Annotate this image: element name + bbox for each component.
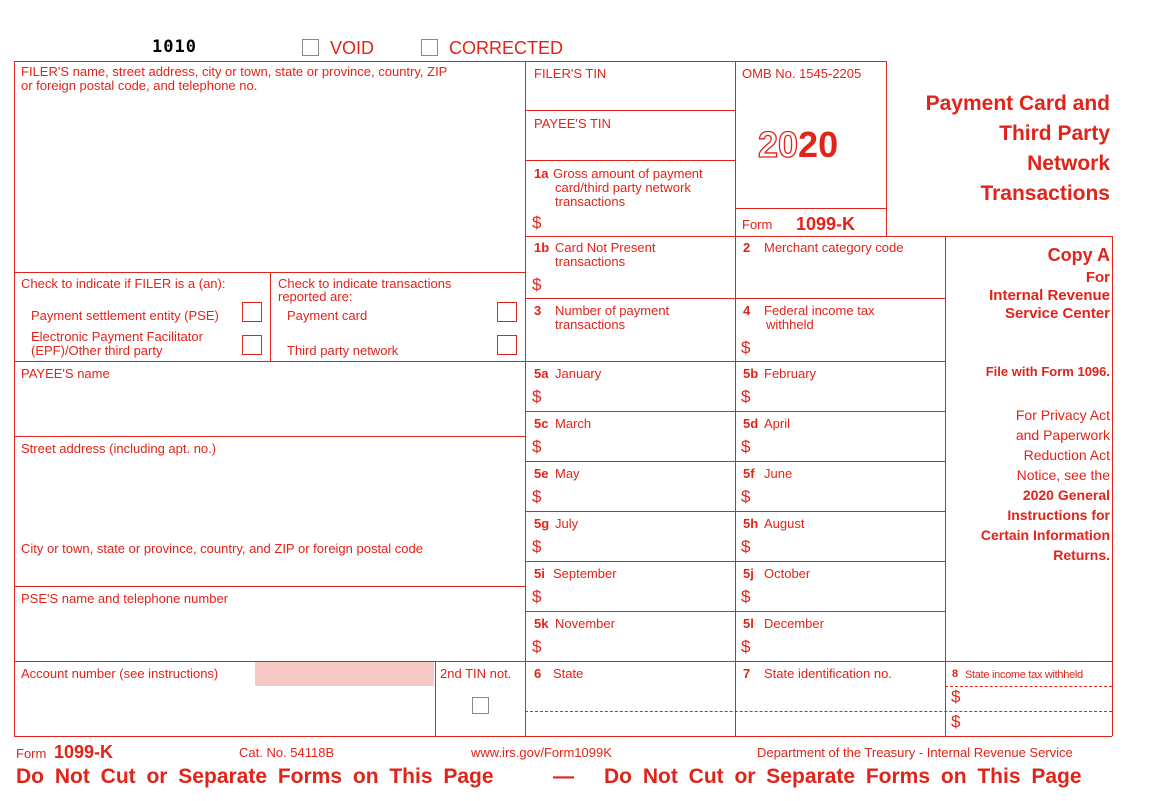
- privacy-line: and Paperwork: [1015, 427, 1110, 443]
- payment-card-checkbox[interactable]: [497, 302, 517, 322]
- state-field-1[interactable]: [527, 683, 733, 709]
- transactions-type-label: Check to indicate transactions: [278, 276, 452, 291]
- box-8-dollar-1: $: [951, 687, 961, 706]
- do-not-cut-dash: —: [553, 765, 574, 788]
- month-name: July: [555, 516, 579, 531]
- month-number: 5f: [743, 466, 755, 481]
- month-dollar: $: [532, 537, 542, 556]
- month-number: 5c: [534, 416, 549, 431]
- pse-checkbox[interactable]: [242, 302, 262, 322]
- privacy-line: 2020 General: [1022, 487, 1110, 503]
- box-1a-label-cont: card/third party network: [555, 180, 691, 195]
- box-6-number: 6: [534, 666, 542, 681]
- state-field-2[interactable]: [527, 713, 733, 735]
- month-name: October: [764, 566, 811, 581]
- box-1b-dollar: $: [532, 275, 542, 294]
- privacy-line: Returns.: [1053, 547, 1110, 563]
- payee-name-field[interactable]: [16, 383, 523, 435]
- epf-checkbox[interactable]: [242, 335, 262, 355]
- month-field-february[interactable]: [755, 386, 941, 408]
- box-1b-label-cont: transactions: [555, 254, 626, 269]
- corrected-checkbox[interactable]: [421, 39, 438, 56]
- form-title-line4: Transactions: [980, 182, 1110, 205]
- form-title-line3: Network: [1027, 152, 1110, 175]
- month-field-may[interactable]: [546, 486, 732, 508]
- month-name: May: [555, 466, 580, 481]
- month-dollar: $: [741, 387, 751, 406]
- month-name: December: [764, 616, 824, 631]
- void-label: VOID: [330, 38, 375, 58]
- month-name: August: [764, 516, 805, 531]
- copy-a-irs-2: Service Center: [1004, 305, 1110, 322]
- box-4-dollar: $: [741, 338, 751, 357]
- month-dollar: $: [741, 587, 751, 606]
- state-tax-field-2[interactable]: [964, 713, 1110, 735]
- payee-tin-field[interactable]: [527, 133, 733, 159]
- box-3-field[interactable]: [527, 334, 733, 360]
- omb-number: OMB No. 1545-2205: [742, 66, 862, 81]
- month-name: September: [553, 566, 617, 581]
- box-6-label: State: [553, 666, 584, 681]
- box-4-label: Federal income tax: [764, 303, 875, 318]
- month-number: 5e: [534, 466, 549, 481]
- month-field-november[interactable]: [546, 636, 732, 658]
- box-8-number: 8: [952, 668, 959, 680]
- box-4-label-cont: withheld: [766, 317, 814, 332]
- copy-a-title: Copy A: [1047, 245, 1110, 265]
- account-number-label: Account number (see instructions): [21, 666, 219, 681]
- month-field-october[interactable]: [755, 586, 941, 608]
- copy-a-for: For: [1085, 269, 1110, 286]
- omb-form-name: 1099-K: [796, 214, 856, 234]
- month-name: April: [764, 416, 791, 431]
- third-party-label: Third party network: [287, 343, 399, 358]
- privacy-line: Certain Information: [980, 527, 1110, 543]
- filer-name-label: FILER'S name, street address, city or town, state or province, country, ZIP: [21, 64, 448, 79]
- form-code: 1010: [152, 37, 197, 57]
- month-field-september[interactable]: [546, 586, 732, 608]
- month-number: 5g: [534, 516, 550, 531]
- month-number: 5h: [743, 516, 759, 531]
- month-dollar: $: [741, 537, 751, 556]
- privacy-line: Instructions for: [1007, 507, 1110, 523]
- copy-a-block: [946, 244, 1110, 323]
- privacy-line: Notice, see the: [1016, 467, 1110, 483]
- box-1b-label: Card Not Present: [555, 240, 656, 255]
- box-1b-field[interactable]: [546, 274, 732, 296]
- month-dollar: $: [532, 637, 542, 656]
- box-1a-dollar: $: [532, 213, 542, 232]
- privacy-line: For Privacy Act: [1015, 407, 1110, 423]
- pse-label: Payment settlement entity (PSE): [31, 308, 219, 323]
- second-tin-label: 2nd TIN not.: [440, 666, 512, 681]
- box-4-number: 4: [743, 303, 751, 318]
- transactions-type-label-cont: reported are:: [278, 289, 353, 304]
- month-name: March: [555, 416, 592, 431]
- form-title: [886, 89, 1110, 209]
- epf-label: Electronic Payment Facilitator: [31, 329, 203, 344]
- month-name: January: [555, 366, 602, 381]
- filer-name-label-cont: or foreign postal code, and telephone no.: [21, 78, 258, 93]
- box-8-dollar-2: $: [951, 712, 961, 731]
- month-field-june[interactable]: [755, 486, 941, 508]
- month-field-january[interactable]: [546, 386, 732, 408]
- month-field-march[interactable]: [546, 436, 732, 458]
- box-7-number: 7: [743, 666, 751, 681]
- account-number-shaded-field[interactable]: [255, 662, 434, 686]
- epf-label-cont: (EPF)/Other third party: [31, 343, 163, 358]
- footer-url: www.irs.gov/Form1099K: [471, 745, 612, 760]
- month-number: 5b: [743, 366, 759, 381]
- month-name: February: [764, 366, 817, 381]
- account-number-field[interactable]: [16, 688, 434, 734]
- month-number: 5i: [534, 566, 545, 581]
- month-dollar: $: [532, 387, 542, 406]
- tax-year-outline: 20: [758, 124, 799, 165]
- street-address-field[interactable]: [16, 458, 523, 528]
- month-dollar: $: [532, 587, 542, 606]
- month-number: 5d: [743, 416, 759, 431]
- tax-year-bold: 20: [798, 124, 839, 165]
- month-dollar: $: [741, 437, 751, 456]
- box-8-label: State income tax withheld: [965, 669, 1083, 681]
- filer-type-label: Check to indicate if FILER is a (an):: [21, 276, 226, 291]
- form-title-line2: Third Party: [999, 122, 1110, 145]
- box-2-field[interactable]: [737, 258, 943, 296]
- month-dollar: $: [741, 637, 751, 656]
- omb-form-prefix: Form: [742, 217, 773, 232]
- box-3-label: Number of payment: [555, 303, 670, 318]
- street-address-label: Street address (including apt. no.): [21, 441, 217, 456]
- box-2-number: 2: [743, 240, 751, 255]
- filer-tin-field[interactable]: [527, 83, 733, 109]
- footer-department: Department of the Treasury - Internal Revenue Service: [757, 745, 1073, 760]
- void-checkbox[interactable]: [302, 39, 319, 56]
- month-field-july[interactable]: [546, 536, 732, 558]
- file-with-1096: File with Form 1096.: [985, 364, 1110, 379]
- month-number: 5a: [534, 366, 549, 381]
- month-number: 5j: [743, 566, 754, 581]
- state-id-field-1[interactable]: [737, 683, 943, 709]
- payment-card-label: Payment card: [287, 308, 368, 323]
- month-dollar: $: [532, 487, 542, 506]
- month-number: 5k: [534, 616, 549, 631]
- box-1a-label: Gross amount of payment: [553, 166, 703, 181]
- state-id-field-2[interactable]: [737, 713, 943, 735]
- payee-tin-label: PAYEE'S TIN: [534, 116, 611, 131]
- month-dollar: $: [741, 487, 751, 506]
- box-7-label: State identification no.: [764, 666, 892, 681]
- city-field[interactable]: [16, 558, 523, 585]
- state-tax-field-1[interactable]: [964, 686, 1110, 709]
- third-party-checkbox[interactable]: [497, 335, 517, 355]
- box-3-label-cont: transactions: [555, 317, 626, 332]
- box-4-field[interactable]: [755, 337, 941, 359]
- box-1a-number: 1a: [534, 166, 549, 181]
- filer-name-field[interactable]: [16, 96, 523, 270]
- footer-form-name: 1099-K: [54, 742, 114, 762]
- pse-name-label: PSE'S name and telephone number: [21, 591, 229, 606]
- box-1b-number: 1b: [534, 240, 550, 255]
- tax-year: [758, 125, 838, 165]
- pse-name-field[interactable]: [16, 608, 523, 660]
- month-number: 5l: [743, 616, 754, 631]
- box-2-label: Merchant category code: [764, 240, 904, 255]
- box-1a-field[interactable]: [546, 212, 732, 234]
- do-not-cut-right: Do Not Cut or Separate Forms on This Page: [604, 765, 1082, 788]
- footer-form-prefix: Form: [16, 746, 47, 761]
- month-field-december[interactable]: [755, 636, 941, 658]
- filer-tin-label: FILER'S TIN: [534, 66, 607, 81]
- privacy-notice: [946, 405, 1110, 565]
- month-field-august[interactable]: [755, 536, 941, 558]
- payee-name-label: PAYEE'S name: [21, 366, 110, 381]
- do-not-cut-left: Do Not Cut or Separate Forms on This Page: [16, 765, 494, 788]
- second-tin-checkbox[interactable]: [472, 697, 489, 714]
- month-name: November: [555, 616, 615, 631]
- form-title-line1: Payment Card and: [925, 92, 1110, 115]
- city-label: City or town, state or province, country, and ZIP or foreign postal code: [21, 541, 423, 556]
- corrected-label: CORRECTED: [449, 38, 564, 58]
- copy-a-irs-1: Internal Revenue: [989, 287, 1110, 304]
- month-field-april[interactable]: [755, 436, 941, 458]
- month-name: June: [764, 466, 793, 481]
- footer-cat-no: Cat. No. 54118B: [239, 745, 335, 760]
- month-dollar: $: [532, 437, 542, 456]
- privacy-line: Reduction Act: [1023, 447, 1110, 463]
- box-1a-label-cont2: transactions: [555, 194, 626, 209]
- box-3-number: 3: [534, 303, 542, 318]
